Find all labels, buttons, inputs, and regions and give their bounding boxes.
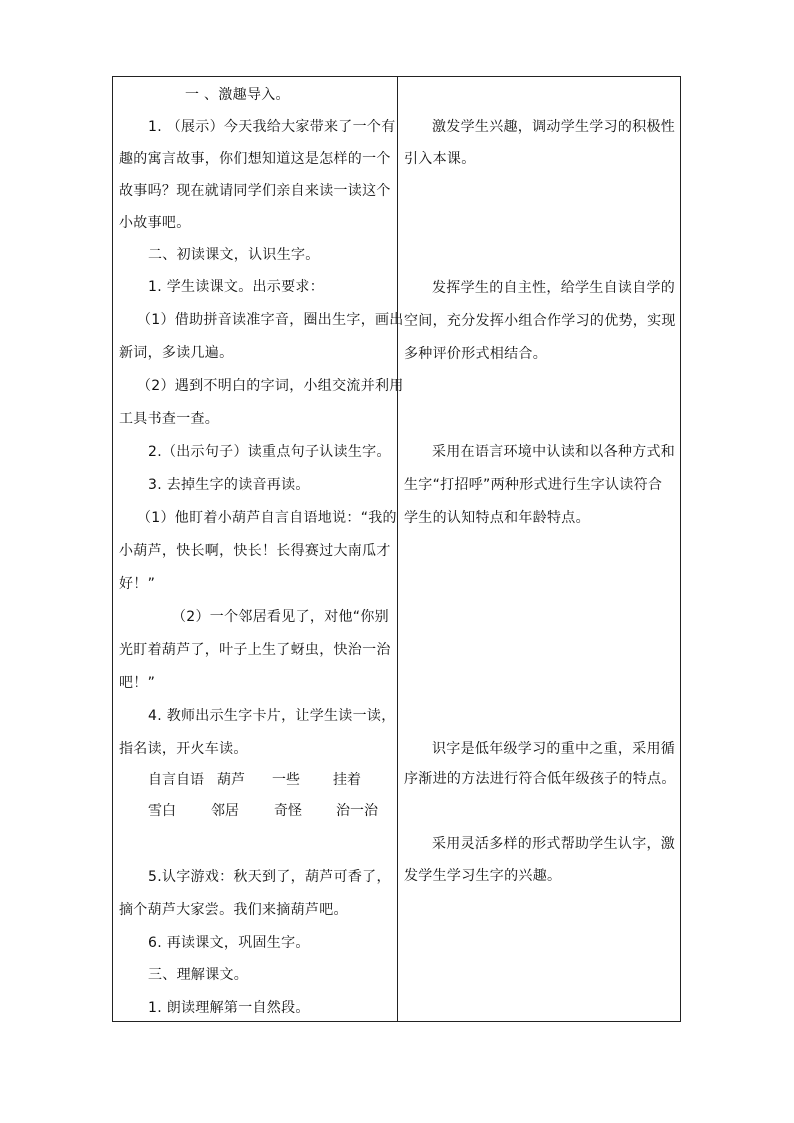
intent-line: 发学生学习生字的兴趣。 [404,868,562,884]
text-line: 故事吗？现在就请同学们亲自来读一读这个 [119,183,391,199]
intent-line: 学生的认知特点和年龄特点。 [404,510,590,526]
vocab-word: 挂着 [333,772,361,788]
design-intent-cell [398,77,680,1021]
text-line: 趣的寓言故事，你们想知道这是怎样的一个 [119,151,391,167]
text-line: 5.认字游戏：秋天到了，葫芦可香了， [148,869,391,885]
vocab-word: 自言自语 [148,772,204,788]
intent-line: 采用在语言环境中认读和以各种方式和 [432,444,676,460]
section-heading: 三、理解课文。 [148,967,249,983]
teaching-process-cell [113,77,404,1021]
text-line: 3. 去掉生字的读音再读。 [148,477,310,493]
text-line: 工具书查一查。 [119,411,220,427]
intent-line: 空间，充分发挥小组合作学习的优势，实现 [404,313,676,329]
text-line: 好！” [119,576,156,592]
section-heading: 二、初读课文，认识生字。 [148,247,320,263]
text-line: （1）他盯着小葫芦自言自语地说：“我的 [137,510,397,526]
text-line: （2）遇到不明白的字词，小组交流并利用 [137,378,404,394]
text-line: 摘个葫芦大家尝。我们来摘葫芦吧。 [119,902,348,918]
vocab-word: 邻居 [211,803,239,819]
intent-line: 引入本课。 [404,151,476,167]
intent-line: 发挥学生的自主性，给学生自读自学的 [432,280,676,296]
text-line: 1. （展示）今天我给大家带来了一个有 [148,119,396,135]
text-line: 4. 教师出示生字卡片，让学生读一读， [148,708,396,724]
intent-line: 识字是低年级学习的重中之重，采用循 [432,741,676,757]
text-line: 2.（出示句子）读重点句子认读生字。 [148,444,391,460]
text-line: 小葫芦，快长啊，快长！长得赛过大南瓜才 [119,543,391,559]
intent-line: 采用灵活多样的形式帮助学生认字，激 [432,836,676,852]
text-line: 光盯着葫芦了，叶子上生了蚜虫，快治一治 [119,642,391,658]
vocab-word: 葫芦 [217,772,245,788]
intent-line: 生字“打招呼”两种形式进行生字认读符合 [404,477,663,493]
vocab-word: 治一治 [336,803,378,819]
lesson-plan-table [112,76,681,1022]
text-line: 指名读，开火车读。 [119,741,248,757]
text-line: （2）一个邻居看见了，对他“你别 [172,609,389,625]
intent-line: 激发学生兴趣，调动学生学习的积极性 [432,119,676,135]
section-heading: 一 、激趣导入。 [185,87,290,103]
text-line: 小故事吧。 [119,215,191,231]
intent-line: 序渐进的方法进行符合低年级孩子的特点。 [404,771,676,787]
vocab-word: 雪白 [148,803,176,819]
vocab-word: 一些 [272,772,300,788]
text-line: 1. 学生读课文。出示要求： [148,279,325,295]
vocab-word: 奇怪 [274,803,302,819]
text-line: 1. 朗读理解第一自然段。 [148,1000,310,1016]
intent-line: 多种评价形式相结合。 [404,346,547,362]
text-line: 吧！” [119,675,156,691]
text-line: 6. 再读课文，巩固生字。 [148,935,310,951]
text-line: （1）借助拼音读准字音，圈出生字，画出 [137,312,404,328]
text-line: 新词，多读几遍。 [119,345,234,361]
